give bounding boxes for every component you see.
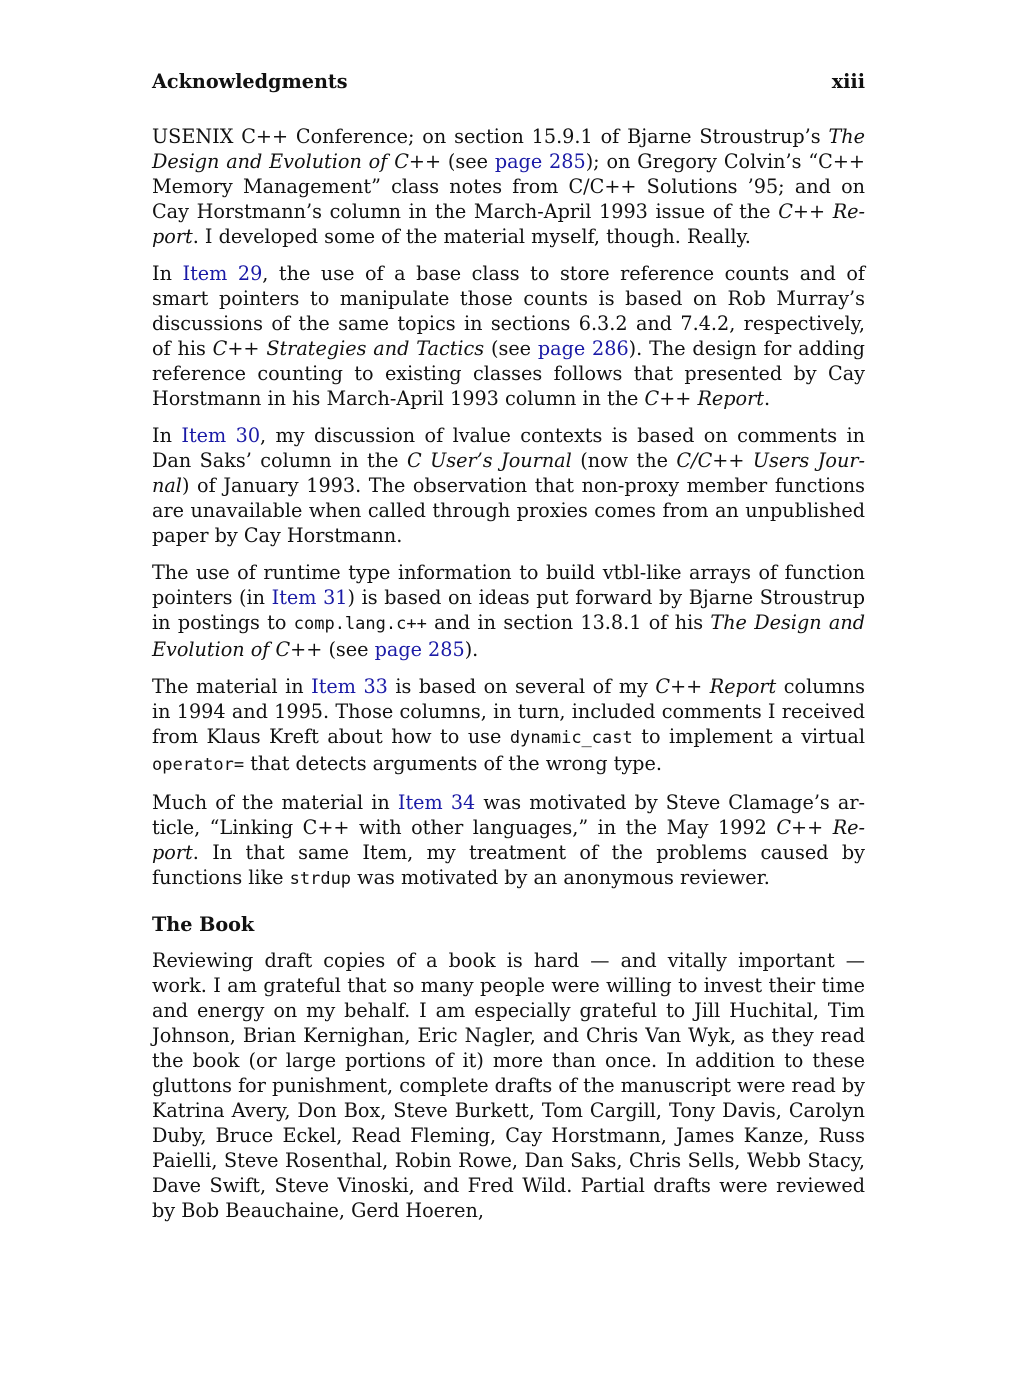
text-run: and in section 13.8.1 of his [426, 611, 711, 634]
text-run: (now the [571, 449, 677, 472]
paragraph-6 [152, 790, 865, 892]
text-run: ) is based on ideas put forward by Bjarne Stroustrup in postings to [152, 586, 866, 634]
page-number: xiii [831, 70, 865, 93]
text-run: . I developed some of the material myself, though. Really. [192, 225, 751, 248]
text-run: was motivated by an anonymous reviewer. [351, 866, 770, 889]
page-link[interactable]: page 285 [494, 150, 586, 173]
book-page [152, 66, 865, 1235]
text-run: Much of the material in [152, 791, 398, 814]
item-link[interactable]: Item 31 [271, 586, 348, 609]
text-run: (see [322, 638, 375, 661]
text-run: (see [484, 337, 538, 360]
book-title: C++ Strategies and Tactics [212, 337, 485, 360]
page-link[interactable]: page 286 [537, 337, 629, 360]
text-run: to implement a virtual [632, 725, 866, 748]
text-run: ) of January 1993. The observation that non-proxy member functions are unavailable when called through proxies comes from an unpublished paper by Cay Horstmann. [152, 474, 865, 547]
journal-title: C++ Report [152, 200, 865, 248]
journal-title: C++ Report [644, 387, 764, 410]
text-run: USENIX C++ Conference; on section 15.9.1 of Bjarne Stroustrup’s [152, 125, 829, 148]
text-run: , my discussion of lvalue contexts is based on comments in Dan Saks’ column in the [152, 424, 865, 472]
section-heading: The Book [152, 913, 255, 936]
text-run: that detects arguments of the wrong type. [244, 752, 662, 775]
paragraph-1 [152, 124, 865, 249]
paragraph-2 [152, 261, 865, 411]
journal-title: C User’s Journal [406, 449, 572, 472]
item-link[interactable]: Item 30 [181, 424, 261, 447]
text-run: Reviewing draft copies of a book is hard — and vitally important — work. I am grateful that so many people were willing to invest their time and energy on my behalf. I am especially grateful to Jill Huchital, Tim Johnson, Brian Kernighan, Eric Nagler, and Chris Van Wyk, as they read the book (or large portions of it) more than once. In addition to these gluttons for punishment, complete drafts of the manuscript were read by Katrina Avery, Don Box, Steve Burkett, Tom Cargill, Tony Davis, Carolyn Duby, Bruce Eckel, Read Fleming, Cay Horstmann, James Kanze, Russ Paielli, Steve Rosenthal, Robin Rowe, Dan Saks, Chris Sells, Webb Stacy, Dave Swift, Steve Vinoski, and Fred Wild. Partial drafts were reviewed by Bob Beauchaine, Gerd Hoeren, [152, 949, 865, 1222]
paragraph-4 [152, 560, 865, 662]
text-run: The use of runtime type information to build vtbl-like arrays of function pointers (in [152, 561, 865, 609]
paragraph-3 [152, 423, 865, 548]
page-link[interactable]: page 285 [374, 638, 465, 661]
text-run: The material in [152, 675, 312, 698]
journal-title: C/C++ Users Journal [152, 449, 865, 497]
paragraph-7 [152, 948, 865, 1223]
text-run: . [763, 387, 771, 410]
code-text: operator= [152, 755, 245, 775]
code-text: comp.lang.c++ [293, 614, 427, 634]
item-link[interactable]: Item 34 [397, 791, 476, 814]
text-run: ). [464, 638, 479, 661]
text-run: (see [441, 150, 495, 173]
text-run: In [152, 262, 183, 285]
book-title: The Design and Evolution of C++ [152, 125, 865, 173]
running-head [152, 66, 865, 98]
item-link[interactable]: Item 29 [182, 262, 263, 285]
text-run: was motivated by Steve Clamage’s article, “Linking C++ with other languages,” in the May 1992 [152, 791, 865, 839]
text-run: columns in 1994 and 1995. Those columns, in turn, included comments I received from Klaus Kreft about how to use [152, 675, 865, 748]
paragraph-5 [152, 674, 865, 778]
text-run: In [152, 424, 182, 447]
code-text: dynamic_cast [509, 728, 633, 748]
text-run: , the use of a base class to store reference counts and of smart pointers to manipulate those counts is based on Rob Murray’s discussions of the same topics in sections 6.3.2 and 7.4.2, respectively, of his [152, 262, 865, 360]
text-run: ); on Gregory Colvin’s “C++ Memory Management” class notes from C/C++ Solutions ’95; and on Cay Horstmann’s column in the March-April 1993 issue of the [152, 150, 865, 223]
book-title: The Design and Evolution of C++ [152, 611, 865, 661]
code-text: strdup [289, 869, 352, 889]
item-link[interactable]: Item 33 [311, 675, 388, 698]
text-run: . In that same Item, my treatment of the problems caused by functions like [152, 841, 865, 889]
section-title: Acknowledgments [152, 70, 348, 93]
text-run: ). The design for adding reference counting to existing classes follows that presented by Cay Horstmann in his March-April 1993 column in the [152, 337, 865, 410]
journal-title: C++ Report [152, 816, 865, 864]
journal-title: C++ Report [655, 675, 777, 698]
text-run: is based on several of my [387, 675, 656, 698]
